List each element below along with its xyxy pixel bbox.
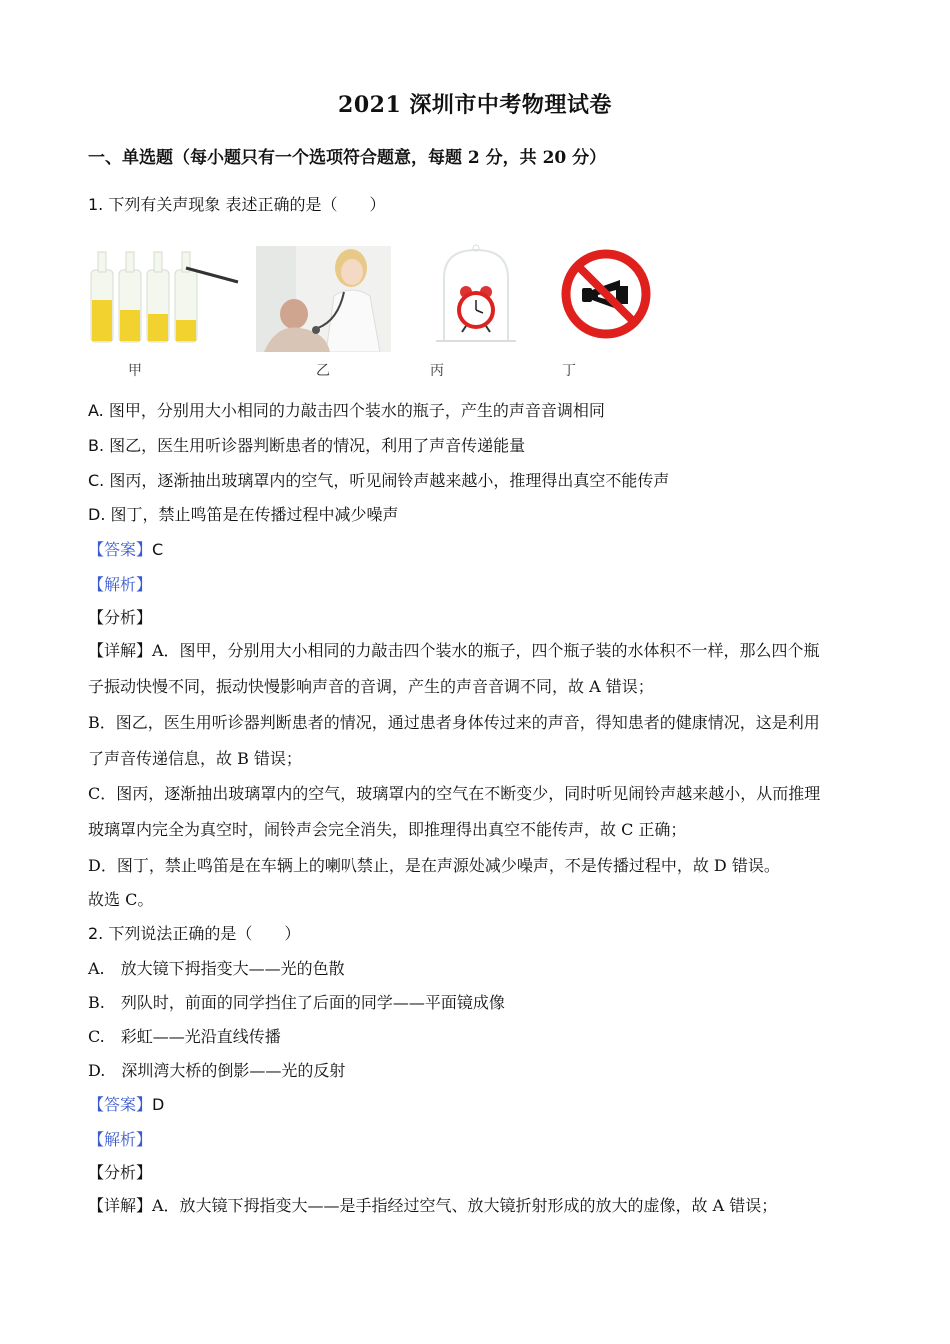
- bottles-illustration: [88, 238, 243, 353]
- answer-value: D: [152, 1095, 165, 1114]
- figure-caption-yi: 乙: [316, 363, 330, 379]
- question-2-answer: [88, 1092, 164, 1115]
- page-title: 2021 深圳市中考物理试卷: [338, 92, 612, 118]
- section-heading: 一、单选题（每小题只有一个选项符合题意，每题 2 分，共 20 分）: [88, 148, 607, 168]
- answer-label: 【答案】: [88, 540, 153, 559]
- question-1-detail-line-4: 了声音传递信息，故 B 错误；: [88, 749, 302, 768]
- question-1-option-a: A. 图甲，分别用大小相同的力敲击四个装水的瓶子，产生的声音音调相同: [88, 401, 605, 420]
- figure-caption-ding: 丁: [562, 363, 576, 379]
- question-1-detail-line-5: C．图丙，逐渐抽出玻璃罩内的空气，玻璃罩内的空气在不断变少，同时听见闹铃声越来越小，从而推理: [88, 784, 821, 803]
- question-2-fenxi-label: 【分析】: [88, 1163, 153, 1182]
- answer-label: 【答案】: [88, 1095, 153, 1114]
- figure-caption-bing: 丙: [430, 363, 444, 379]
- question-1-analysis-label: 【解析】: [88, 575, 153, 594]
- question-1-fenxi-label: 【分析】: [88, 608, 153, 627]
- question-1-stem: 1. 下列有关声现象 表述正确的是（ ）: [88, 195, 386, 214]
- question-1-detail-line-6: 玻璃罩内完全为真空时，闹铃声会完全消失，即推理得出真空不能传声，故 C 正确；: [88, 820, 687, 839]
- question-1-answer: [88, 537, 163, 560]
- question-2-analysis-label: 【解析】: [88, 1130, 153, 1149]
- answer-value: C: [152, 540, 164, 559]
- question-1-detail-line-1: 【详解】A．图甲，分别用大小相同的力敲击四个装水的瓶子，四个瓶子装的水体积不一样，那么四个瓶: [88, 641, 820, 660]
- question-2-option-a: A. 放大镜下拇指变大——光的色散: [88, 959, 345, 978]
- question-1-detail-line-7: D．图丁，禁止鸣笛是在车辆上的喇叭禁止，是在声源处减少噪声，不是传播过程中，故 D 错误。: [88, 856, 780, 875]
- question-1-option-b: B. 图乙，医生用听诊器判断患者的情况，利用了声音传递能量: [88, 436, 526, 455]
- no-honking-sign: [558, 244, 654, 344]
- question-1-detail-line-8: 故选 C。: [88, 890, 154, 909]
- doctor-stethoscope-illustration: [256, 246, 391, 352]
- question-2-option-d: D. 深圳湾大桥的倒影——光的反射: [88, 1061, 346, 1080]
- question-1-detail-line-3: B．图乙，医生用听诊器判断患者的情况，通过患者身体传过来的声音，得知患者的健康情况，这是利用: [88, 713, 820, 732]
- question-2-stem: 2. 下列说法正确的是（ ）: [88, 924, 301, 943]
- bell-jar-alarm-illustration: [426, 240, 526, 352]
- question-1-figure: [88, 238, 668, 386]
- question-1-detail-line-2: 子振动快慢不同，振动快慢影响声音的音调，产生的声音音调不同，故 A 错误；: [88, 677, 654, 696]
- figure-caption-jia: 甲: [128, 363, 142, 379]
- question-2-option-b: B. 列队时，前面的同学挡住了后面的同学——平面镜成像: [88, 993, 505, 1012]
- question-1-option-c: C. 图丙，逐渐抽出玻璃罩内的空气，听见闹铃声越来越小，推理得出真空不能传声: [88, 471, 670, 490]
- question-2-option-c: C. 彩虹——光沿直线传播: [88, 1027, 281, 1046]
- question-1-option-d: D. 图丁，禁止鸣笛是在传播过程中减少噪声: [88, 505, 399, 524]
- question-2-detail-line-1: 【详解】A．放大镜下拇指变大——是手指经过空气、放大镜折射形成的放大的虚像，故 A 错误；: [88, 1196, 778, 1215]
